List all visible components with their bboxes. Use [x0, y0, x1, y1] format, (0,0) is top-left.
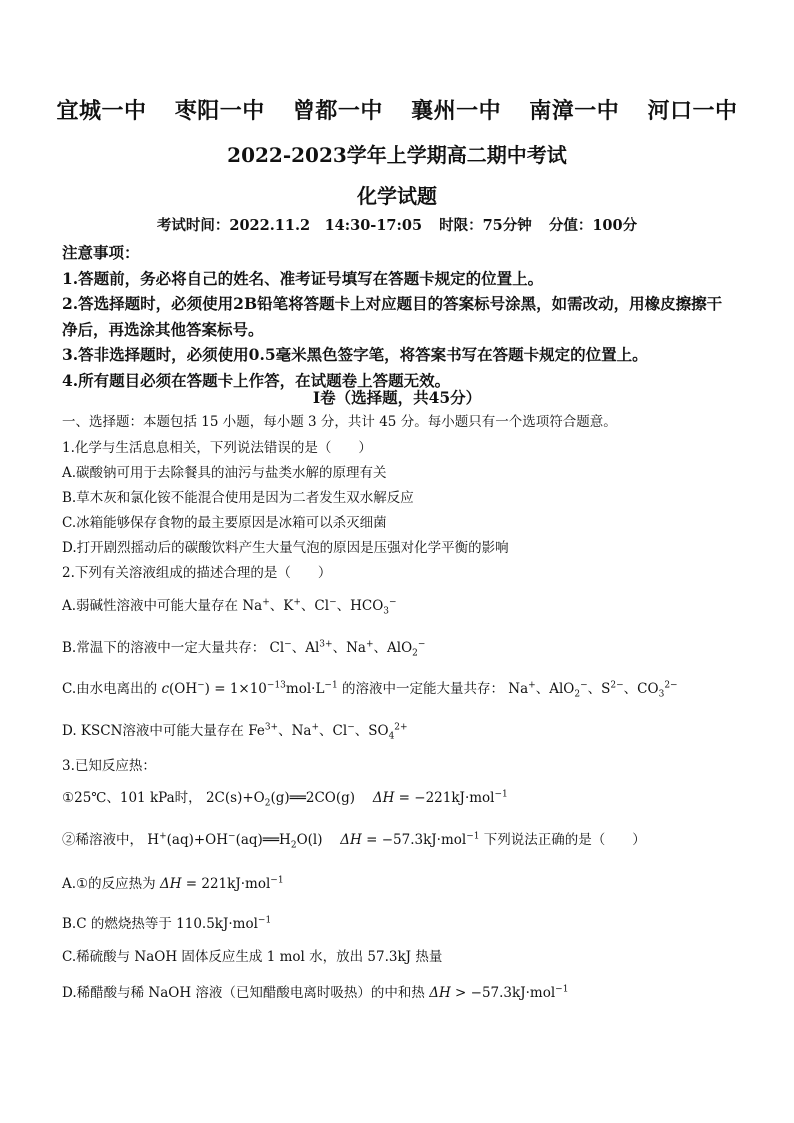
school-name: 曾都一中 [292, 98, 383, 124]
question-3-option-b [62, 914, 742, 934]
equation: $2C(s)+O_2(g)══2CO(g)$ ΔH = −221kJ·mol$^{-1}$ [205, 789, 508, 809]
option-text: A.弱碱性溶液中可能大量存在 [62, 598, 239, 614]
question-2-option-a [62, 596, 742, 616]
note-item: 1.答题前，务必将自己的姓名、准考证号填写在答题卡规定的位置上。 [62, 268, 544, 288]
notes-block [62, 240, 734, 393]
formula: 110.5kJ·mol$^{-1}$ [176, 915, 272, 932]
ion-list: Cl−、$Al^{3+}$、Na+、AlO$_2$− [269, 639, 426, 659]
question-1-option-c: C.冰箱能够保存食物的最主要原因是冰箱可以杀灭细菌 [62, 515, 387, 531]
reaction-2 [62, 830, 742, 850]
equation: $H^+(aq)+OH^-(aq)══H_2O(l)$ ΔH = −57.3kJ·mol$^{-1}$ [147, 831, 480, 851]
note-item: 2.答选择题时，必须使用2B铅笔将答题卡上对应题目的答案标号涂黑，如需改动，用橡皮擦擦干净后，再选涂其他答案标号。 [62, 294, 723, 339]
option-text: ①25℃、101 kPa时， [62, 790, 202, 806]
option-text: D.稀醋酸与稀 NaOH 溶液（已知醋酸电离时吸热）的中和热 [62, 985, 425, 1001]
option-text: C.由水电离出的 [62, 681, 158, 697]
school-name: 宜城一中 [56, 98, 147, 124]
reaction-1 [62, 788, 742, 808]
question-1-stem: 1.化学与生活息息相关，下列说法错误的是（ ） [62, 440, 372, 456]
option-text: 的溶液中一定能大量共存： [342, 681, 504, 697]
school-name: 襄州一中 [411, 98, 502, 124]
school-name: 河口一中 [647, 98, 738, 124]
question-1-option-a: A.碳酸钠可用于去除餐具的油污与盐类水解的原理有关 [62, 465, 387, 481]
ion-list: Na+、K+、Cl−、$HCO_3^-$ [242, 597, 397, 617]
question-3-option-d [62, 983, 742, 1003]
note-item: 3.答非选择题时，必须使用0.5毫米黑色签字笔，将答案书写在答题卡规定的位置上。 [62, 345, 648, 364]
ion-list: Na+、AlO$_2$−、$S^{2-}$、$CO_3^{2-}$ [508, 680, 678, 700]
notes-title: 注意事项： [62, 243, 140, 262]
formula: $c(OH^-) = 1\times 10^{-13}mol\cdot L^{-1}$ [161, 680, 338, 697]
option-text: ②稀溶液中， [62, 832, 143, 848]
subject-title: 化学试题 [357, 184, 437, 208]
option-text: B.C 的燃烧热等于 [62, 916, 172, 932]
formula: ΔH = 221kJ·mol$^{-1}$ [159, 875, 284, 892]
question-3-option-c: C.稀硫酸与 NaOH 固体反应生成 1 mol 水，放出 57.3kJ 热量 [62, 949, 443, 965]
question-2-option-d [62, 721, 742, 741]
question-2-stem: 2.下列有关溶液组成的描述合理的是（ ） [62, 565, 332, 581]
question-3-option-a [62, 874, 742, 894]
option-text: D. KSCN溶液中可能大量存在 [62, 723, 244, 739]
question-2-option-c [62, 679, 742, 699]
question-1-option-d: D.打开剧烈摇动后的碳酸饮料产生大量气泡的原因是压强对化学平衡的影响 [62, 540, 509, 556]
ion-list: $Fe^{3+}$、Na+、Cl−、$SO_4^{2+}$ [248, 722, 408, 742]
section-title: Ⅰ卷（选择题，共45分） [312, 388, 482, 407]
school-name: 枣阳一中 [174, 98, 265, 124]
school-list [0, 94, 794, 125]
exam-title: 2022-2023学年上学期高二期中考试 [227, 143, 567, 167]
exam-info [0, 214, 794, 235]
formula: ΔH > −57.3kJ·mol$^{-1}$ [429, 984, 569, 1001]
question-3-stem: 3.已知反应热： [62, 758, 156, 774]
exam-time: 考试时间：2022.11.2 14:30-17:05 [156, 217, 423, 234]
option-text: B.常温下的溶液中一定大量共存： [62, 640, 266, 656]
question-1-option-b: B.草木灰和氯化铵不能混合使用是因为二者发生双水解反应 [62, 490, 414, 506]
question-2-option-b [62, 638, 742, 658]
section-instructions: 一、选择题：本题包括 15 小题，每小题 3 分，共计 45 分。每小题只有一个选项符合题意。 [62, 414, 617, 430]
option-text: A.①的反应热为 [62, 876, 156, 892]
exam-duration: 时限：75分钟 [439, 217, 532, 234]
exam-score: 分值：100分 [548, 217, 638, 234]
school-name: 南漳一中 [529, 98, 620, 124]
note-item: 4.所有题目必须在答题卡上作答，在试题卷上答题无效。 [62, 370, 451, 390]
option-text: 下列说法正确的是（ ） [483, 832, 646, 848]
